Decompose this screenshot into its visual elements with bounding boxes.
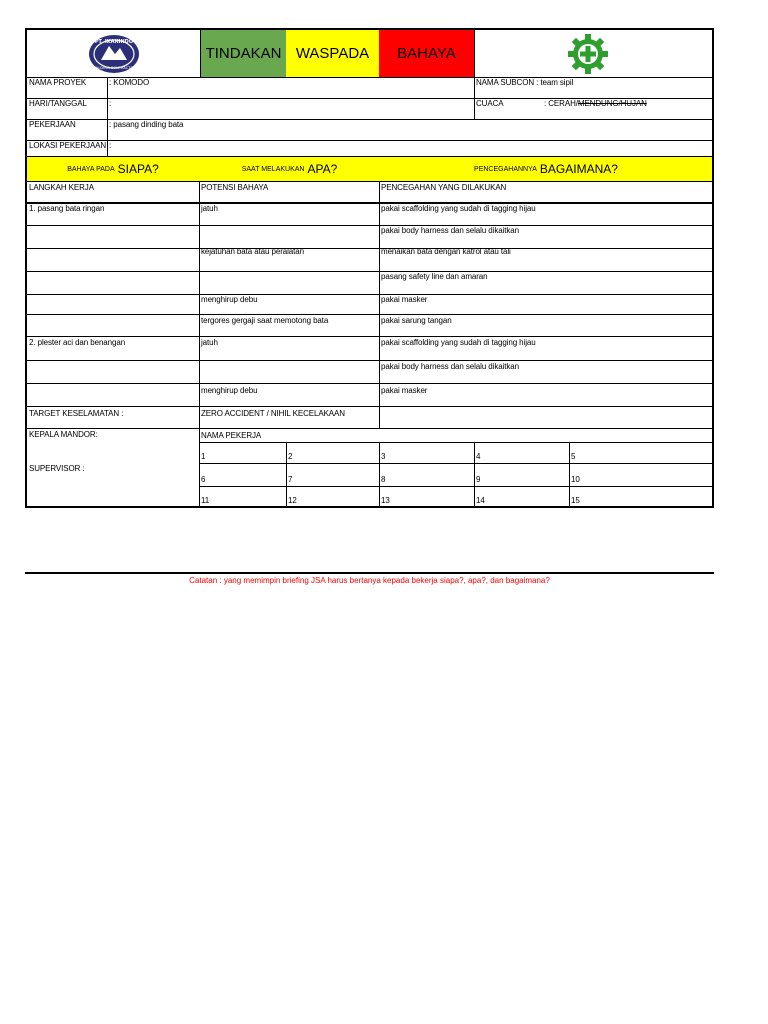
lokasi-label: LOKASI PEKERJAAN: [29, 141, 107, 150]
pekerjaan-label: PEKERJAAN: [29, 120, 76, 129]
worker-number: 7: [288, 475, 293, 484]
table-row-7-pencegahan: pakai scaffolding yang sudah di tagging hijau: [381, 338, 536, 347]
worker-number: 4: [476, 452, 481, 461]
pekerjaan-value: : pasang dinding bata: [109, 120, 184, 129]
target-keselamatan-value: ZERO ACCIDENT / NIHIL KECELAKAAN: [201, 409, 345, 418]
waspada-label: WASPADA: [295, 45, 370, 62]
tindakan-label: TINDAKAN: [205, 45, 282, 62]
nama-pekerja-label: NAMA PEKERJA: [201, 431, 262, 440]
table-row-1-potensi: jatuh: [201, 204, 218, 213]
hari-tanggal-value: :: [109, 99, 112, 108]
question-siapa: BAHAYA PADA SIAPA?: [67, 162, 159, 176]
question-bagaimana: PENCEGAHANNYA BAGAIMANA?: [474, 162, 618, 176]
worker-number: 9: [476, 475, 481, 484]
col-potensi-bahaya: POTENSI BAHAYA: [201, 183, 269, 192]
nama-proyek-label: NAMA PROYEK: [29, 78, 87, 87]
table-row-1-pencegahan: pakai scaffolding yang sudah di tagging hijau: [381, 204, 536, 213]
lokasi-value: :: [109, 141, 112, 150]
hari-tanggal-label: HARI/TANGGAL: [29, 99, 87, 108]
nama-proyek-value: : KOMODO: [109, 78, 150, 87]
company-logo: [87, 34, 141, 74]
worker-number: 6: [201, 475, 206, 484]
supervisor-label: SUPERVISOR :: [29, 464, 85, 473]
waspada-band: [286, 30, 379, 77]
worker-number: 2: [288, 452, 293, 461]
nama-subcon: NAMA SUBCON : team sipil: [476, 78, 574, 87]
worker-number: 8: [381, 475, 386, 484]
table-row-3-potensi: kejatuhan bata atau peralatan: [201, 247, 304, 256]
svg-text:BUILDING CONTRACTOR: BUILDING CONTRACTOR: [92, 66, 136, 70]
question-apa: SAAT MELAKUKAN APA?: [241, 162, 338, 176]
table-row-8-pencegahan: pakai body harness dan selalu dikaitkan: [381, 362, 519, 371]
cuaca-value: : CERAH/MENDUNG/HUJAN: [544, 99, 647, 108]
note-divider: [25, 572, 714, 574]
worker-number: 5: [571, 452, 576, 461]
kepala-mandor-label: KEPALA MANDOR:: [29, 430, 98, 439]
col-pencegahan: PENCEGAHAN YANG DILAKUKAN: [381, 183, 507, 192]
cuaca-struck: MENDUNG/HUJAN: [577, 99, 647, 108]
table-row-6-pencegahan: pakai sarung tangan: [381, 316, 452, 325]
worker-number: 11: [201, 496, 210, 505]
table-row-5-potensi: menghirup debu: [201, 295, 258, 304]
cuaca-label: CUACA: [476, 99, 504, 108]
svg-text:PT. IKANINDO: PT. IKANINDO: [94, 39, 134, 45]
table-row-4-pencegahan: pasang safety line dan amaran: [381, 272, 488, 281]
worker-number: 13: [381, 496, 390, 505]
table-row-2-pencegahan: pakai body harness dan selalu dikaitkan: [381, 226, 519, 235]
worker-number: 15: [571, 496, 580, 505]
table-row-7-potensi: jatuh: [201, 338, 218, 347]
bahaya-band: [379, 30, 474, 77]
worker-number: 14: [476, 496, 485, 505]
col-langkah-kerja: LANGKAH KERJA: [29, 183, 94, 192]
worker-number: 1: [201, 452, 206, 461]
worker-number: 3: [381, 452, 386, 461]
table-row-6-potensi: tergores gergaji saat memotong bata: [201, 316, 329, 325]
safety-gear-icon: [567, 33, 609, 75]
table-row-3-pencegahan: menaikan bata dengan katrol atau tali: [381, 247, 511, 256]
bahaya-label: BAHAYA: [397, 45, 456, 62]
table-row-7-langkah: 2. plester aci dan benangan: [29, 338, 126, 347]
worker-number: 12: [288, 496, 297, 505]
table-row-9-potensi: menghirup debu: [201, 386, 258, 395]
briefing-note: Catatan : yang memimpin briefing JSA harus bertanya kepada bekerja siapa?, apa?, dan bagaimana?: [189, 576, 550, 585]
table-row-9-pencegahan: pakai masker: [381, 386, 428, 395]
worker-number: 10: [571, 475, 580, 484]
tindakan-band: [201, 30, 286, 77]
target-keselamatan-label: TARGET KESELAMATAN :: [29, 409, 124, 418]
jsa-form: [25, 28, 714, 508]
table-row-5-pencegahan: pakai masker: [381, 295, 428, 304]
table-row-1-langkah: 1. pasang bata ringan: [29, 204, 105, 213]
